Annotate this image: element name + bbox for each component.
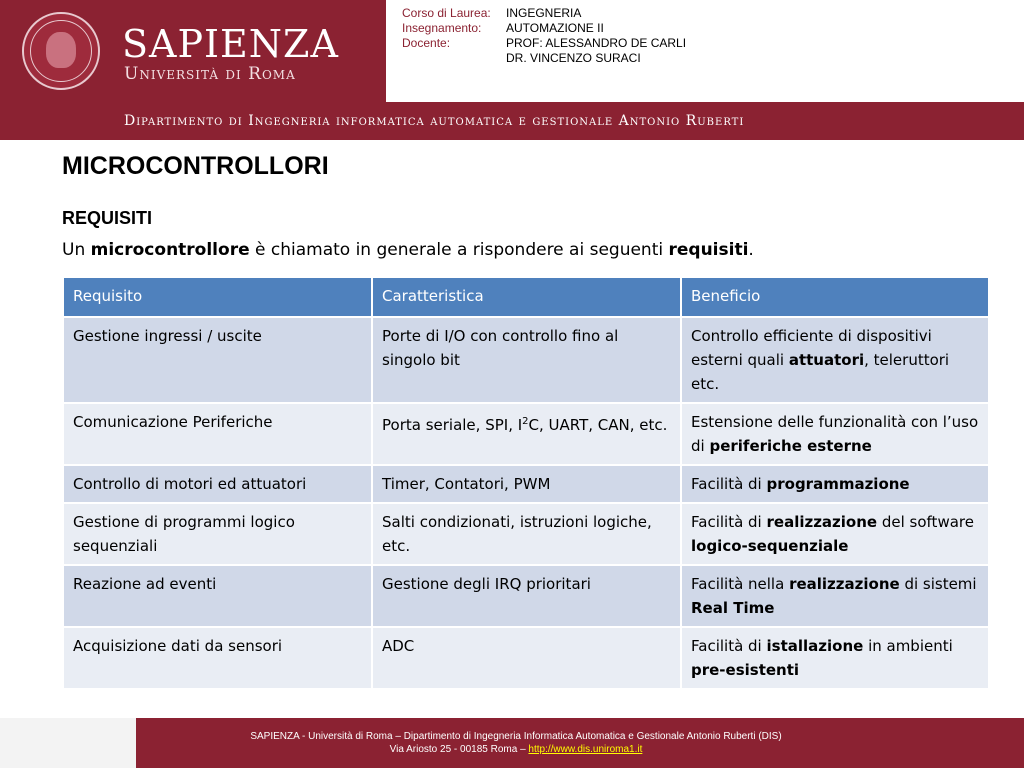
footer-spacer bbox=[0, 718, 136, 768]
intro-bold: requisiti bbox=[668, 240, 749, 260]
header-beneficio: Beneficio bbox=[681, 277, 989, 317]
cell-caratteristica: Timer, Contatori, PWM bbox=[372, 465, 681, 503]
university-seal-icon bbox=[22, 12, 100, 90]
cell-caratteristica: Porte di I/O con controllo fino al singolo bit bbox=[372, 317, 681, 403]
brand-name: SAPIENZA bbox=[122, 22, 339, 66]
cell-requisito: Gestione di programmi logico sequenziali bbox=[63, 503, 372, 565]
department-bar bbox=[0, 102, 1024, 140]
cell-caratteristica: Porta seriale, SPI, $I^2C$, UART, CAN, etc. bbox=[372, 403, 681, 465]
course-label: Docente: bbox=[402, 36, 451, 50]
slide-title: MICROCONTROLLORI bbox=[62, 152, 329, 180]
cell-requisito: Controllo di motori ed attuatori bbox=[63, 465, 372, 503]
footer-line1: SAPIENZA - Università di Roma – Dipartimento di Ingegneria Informatica Automatica e Gestionale Antonio Ruberti (DIS) bbox=[250, 731, 782, 742]
course-value: AUTOMAZIONE II bbox=[506, 21, 604, 35]
table-row bbox=[63, 317, 989, 403]
cell-requisito: Gestione ingressi / uscite bbox=[63, 317, 372, 403]
brand-subtitle: Università di Roma bbox=[124, 64, 296, 84]
course-label: Corso di Laurea: bbox=[402, 6, 491, 20]
cell-beneficio: Facilità di istallazione in ambienti pre-esistenti bbox=[681, 627, 989, 689]
course-label: Insegnamento: bbox=[402, 21, 482, 35]
cell-beneficio: Facilità di programmazione bbox=[681, 465, 989, 503]
table-row bbox=[63, 627, 989, 689]
intro-part: Un bbox=[62, 240, 91, 260]
intro-bold: microcontrollore bbox=[90, 240, 250, 260]
table-header-row bbox=[63, 277, 989, 317]
cell-requisito: Comunicazione Periferiche bbox=[63, 403, 372, 465]
course-value: PROF: ALESSANDRO DE CARLI bbox=[506, 36, 687, 50]
slide-subtitle: REQUISITI bbox=[62, 208, 153, 228]
table-row bbox=[63, 465, 989, 503]
cell-caratteristica: Gestione degli IRQ prioritari bbox=[372, 565, 681, 627]
department-name: Dipartimento di Ingegneria informatica automatica e gestionale Antonio Ruberti bbox=[124, 113, 745, 129]
cell-beneficio: Estensione delle funzionalità con l’uso di periferiche esterne bbox=[681, 403, 989, 465]
cell-beneficio: Facilità di realizzazione del software logico-sequenziale bbox=[681, 503, 989, 565]
footer bbox=[136, 718, 1024, 768]
header-caratteristica: Caratteristica bbox=[372, 277, 681, 317]
course-value: DR. VINCENZO SURACI bbox=[506, 51, 641, 65]
intro-part: è chiamato in generale a rispondere ai seguenti bbox=[249, 240, 669, 260]
footer-address: Via Ariosto 25 - 00185 Roma – bbox=[389, 744, 529, 755]
university-banner bbox=[0, 0, 386, 102]
cell-requisito: Reazione ad eventi bbox=[63, 565, 372, 627]
requirements-table bbox=[62, 276, 990, 690]
table-row bbox=[63, 565, 989, 627]
footer-line2 bbox=[136, 743, 896, 756]
cell-caratteristica: Salti condizionati, istruzioni logiche, etc. bbox=[372, 503, 681, 565]
table-row bbox=[63, 503, 989, 565]
footer-link[interactable]: http://www.dis.uniroma1.it bbox=[528, 744, 643, 755]
course-value: INGEGNERIA bbox=[506, 6, 582, 20]
cell-beneficio: Controllo efficiente di dispositivi esterni quali attuatori, teleruttori etc. bbox=[681, 317, 989, 403]
cell-requisito: Acquisizione dati da sensori bbox=[63, 627, 372, 689]
header-requisito: Requisito bbox=[63, 277, 372, 317]
table-row bbox=[63, 403, 989, 465]
intro-text bbox=[62, 240, 754, 260]
cell-beneficio: Facilità nella realizzazione di sistemi Real Time bbox=[681, 565, 989, 627]
cell-caratteristica: ADC bbox=[372, 627, 681, 689]
intro-part: . bbox=[748, 240, 754, 260]
